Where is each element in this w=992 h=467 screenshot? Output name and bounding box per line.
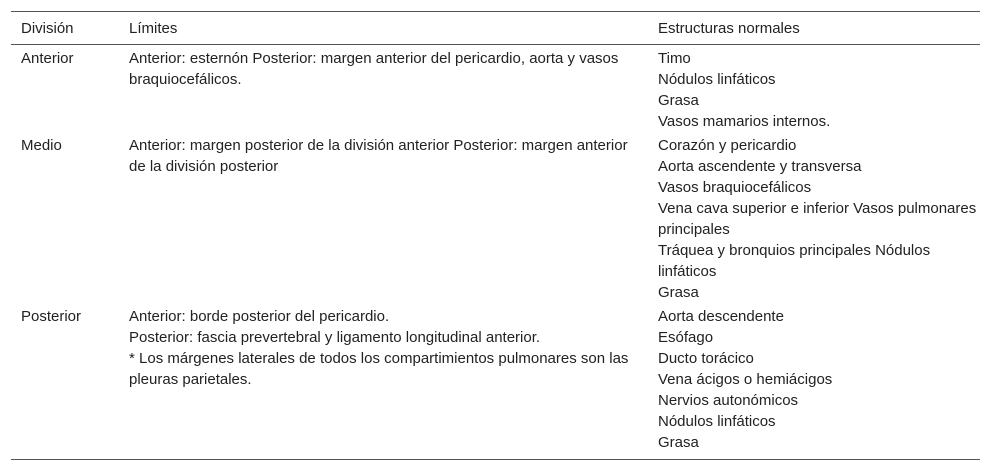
limites-line: Anterior: esternón Posterior: margen anterior del pericardio, aorta y vasos braquiocefálicos. <box>129 50 619 88</box>
estructura-item: Nervios autonómicos <box>658 392 799 409</box>
estructura-item: Corazón y pericardio <box>658 137 797 154</box>
estructura-item: Nódulos linfáticos <box>658 413 776 430</box>
limites-line: Anterior: margen posterior de la división anterior Posterior: margen anterior de la división posterior <box>129 137 628 175</box>
table-body <box>11 45 980 460</box>
header-division: División <box>21 19 74 37</box>
cell-limites <box>119 132 648 303</box>
estructura-item: Timo <box>658 50 691 67</box>
estructura-item: Esófago <box>658 329 714 346</box>
table-row-anterior <box>11 45 980 133</box>
table-header <box>11 12 980 45</box>
limites-line: Anterior: borde posterior del pericardio. <box>129 308 390 325</box>
cell-limites <box>119 45 648 133</box>
estructura-item: Vena ácigos o hemiácigos <box>658 371 833 388</box>
header-row <box>11 12 980 45</box>
cell-estructuras <box>648 45 980 133</box>
limites-footnote: * Los márgenes laterales de todos los compartimientos pulmonares son las pleuras parietales. <box>129 350 629 388</box>
table-row-posterior <box>11 303 980 460</box>
estructura-item: Aorta ascendente y transversa <box>658 158 862 175</box>
cell-division: Posterior <box>21 308 82 325</box>
table-row-medio <box>11 132 980 303</box>
mediastinum-table-container <box>11 11 980 460</box>
cell-estructuras <box>648 303 980 460</box>
cell-division: Medio <box>21 137 62 154</box>
cell-estructuras <box>648 132 980 303</box>
estructura-item: Vena cava superior e inferior Vasos pulmonares principales <box>658 200 977 238</box>
cell-division: Anterior <box>21 50 74 67</box>
estructura-item: Grasa <box>658 284 699 301</box>
estructura-item: Grasa <box>658 92 699 109</box>
header-limites: Límites <box>129 19 178 37</box>
estructura-item: Ducto torácico <box>658 350 754 367</box>
mediastinum-table <box>11 11 980 460</box>
limites-line: Posterior: fascia prevertebral y ligamento longitudinal anterior. <box>129 329 541 346</box>
estructura-item: Grasa <box>658 434 699 451</box>
estructura-item: Aorta descendente <box>658 308 784 325</box>
estructura-item: Nódulos linfáticos <box>658 71 776 88</box>
cell-limites <box>119 303 648 460</box>
estructura-item: Vasos braquiocefálicos <box>658 179 812 196</box>
estructura-item: Vasos mamarios internos. <box>658 113 831 130</box>
header-estructuras: Estructuras normales <box>658 19 800 37</box>
estructura-item: Tráquea y bronquios principales Nódulos linfáticos <box>658 242 931 280</box>
